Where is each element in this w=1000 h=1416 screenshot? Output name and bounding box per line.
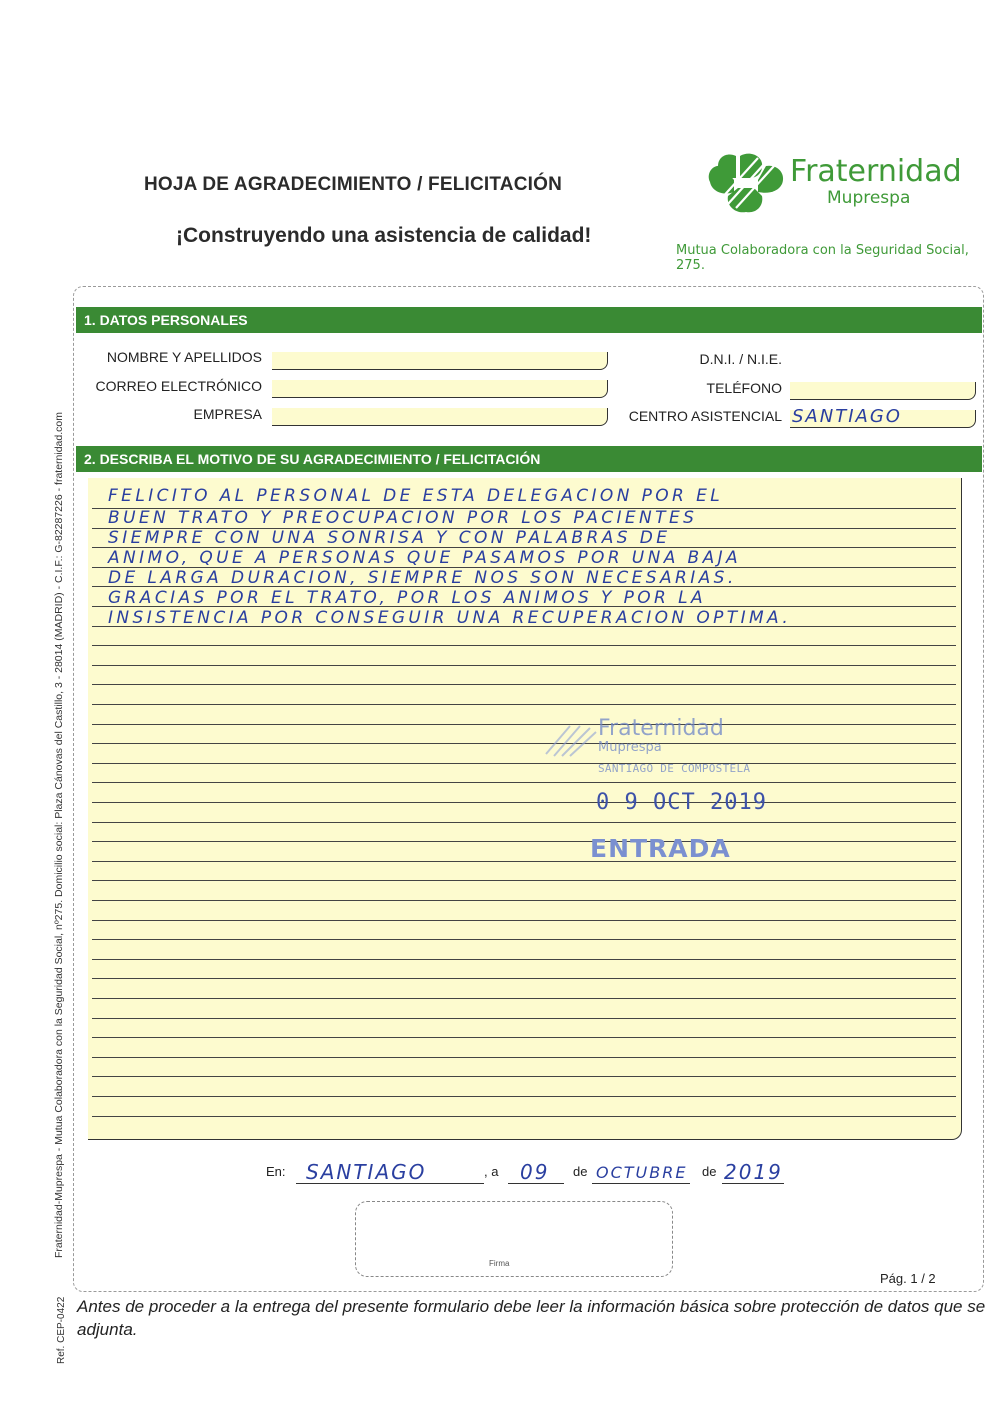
ruled-line — [92, 645, 956, 646]
ruled-line — [92, 802, 956, 803]
stamp-date: 0 9 OCT 2019 — [596, 790, 767, 815]
ruled-line — [92, 920, 956, 921]
stamp-city: SANTIAGO DE COMPOSTELA — [598, 762, 751, 775]
telefono-field[interactable] — [790, 382, 976, 400]
label-centro: CENTRO ASISTENCIAL — [628, 408, 782, 424]
stamp-logo-icon — [540, 722, 600, 758]
ruled-line — [92, 959, 956, 960]
day-field[interactable] — [508, 1160, 564, 1184]
label-a: , a — [484, 1164, 499, 1179]
ruled-line — [92, 1037, 956, 1038]
document-subtitle: ¡Construyendo una asistencia de calidad! — [176, 224, 592, 247]
handwritten-line: GRACIAS POR EL TRATO, POR LOS ANIMOS Y POR LA — [108, 588, 706, 608]
centro-field[interactable] — [790, 406, 976, 428]
label-nombre: NOMBRE Y APELLIDOS — [106, 349, 262, 365]
stamp-brand: Fraternidad — [598, 716, 724, 741]
month-field[interactable] — [592, 1163, 690, 1184]
ruled-line — [92, 861, 956, 862]
handwritten-line: FELICITO AL PERSONAL DE ESTA DELEGACION POR EL — [108, 486, 724, 506]
signature-box[interactable] — [355, 1201, 673, 1277]
ruled-line — [92, 763, 956, 764]
ruled-line — [92, 1057, 956, 1058]
ruled-line — [92, 841, 956, 842]
ruled-line — [92, 704, 956, 705]
label-en: En: — [266, 1164, 286, 1179]
handwritten-line: ANIMO, QUE A PERSONAS QUE PASAMOS POR UNA BAJA — [108, 548, 742, 568]
empresa-field[interactable] — [272, 408, 608, 426]
month-value: OCTUBRE — [596, 1163, 688, 1182]
ruled-line — [92, 978, 956, 979]
ruled-line — [92, 1096, 956, 1097]
ruled-line — [92, 900, 956, 901]
label-empresa: EMPRESA — [193, 406, 262, 422]
label-de-2: de — [702, 1164, 717, 1179]
brand-subname: Muprespa — [827, 188, 911, 208]
year-field[interactable] — [722, 1160, 784, 1184]
handwritten-line: SIEMPRE CON UNA SONRISA Y CON PALABRAS DE — [108, 528, 671, 548]
section-reason-header: 2. DESCRIBA EL MOTIVO DE SU AGRADECIMIENTO / FELICITACIÓN — [76, 446, 982, 472]
label-correo: CORREO ELECTRÓNICO — [95, 378, 262, 394]
year-value: 2019 — [724, 1160, 783, 1184]
stamp-subbrand: Muprespa — [598, 740, 662, 755]
ruled-line — [92, 665, 956, 666]
centro-value: SANTIAGO — [792, 406, 902, 427]
stamp-status: ENTRADA — [590, 834, 731, 863]
brand-name: Fraternidad — [790, 154, 962, 189]
section-personal-data-header: 1. DATOS PERSONALES — [76, 307, 982, 333]
ruled-line — [92, 724, 956, 725]
place-value: SANTIAGO — [306, 1160, 427, 1184]
ruled-line — [92, 998, 956, 999]
correo-field[interactable] — [272, 380, 608, 398]
place-field[interactable] — [296, 1160, 484, 1184]
ruled-line — [92, 782, 956, 783]
handwritten-line: DE LARGA DURACION, SIEMPRE NOS SON NECESARIAS. — [108, 568, 737, 588]
label-dni: D.N.I. / N.I.E. — [699, 351, 782, 367]
ruled-line — [92, 743, 956, 744]
signature-label: Firma — [489, 1259, 510, 1268]
day-value: 09 — [520, 1160, 550, 1184]
page-number: Pág. 1 / 2 — [880, 1271, 936, 1286]
handwritten-line: INSISTENCIA POR CONSEGUIR UNA RECUPERACION OPTIMA. — [108, 608, 792, 628]
reference-code: Ref. CEP-0422 — [56, 1296, 67, 1364]
ruled-line — [92, 1076, 956, 1077]
label-telefono: TELÉFONO — [706, 380, 782, 396]
ruled-line — [92, 1018, 956, 1019]
legal-side-text: Fraternidad-Muprespa - Mutua Colaboradora con la Seguridad Social, nº275. Domicilio social: Plaza Cánovas del Castillo, 3 - 28014 (MADRID) - C.I.F.: G-82287226 - fraternidad.com — [53, 412, 65, 1258]
fraternidad-logo-icon — [706, 152, 786, 214]
label-de-1: de — [573, 1164, 588, 1179]
ruled-line — [92, 822, 956, 823]
ruled-line — [92, 880, 956, 881]
brand-tagline: Mutua Colaboradora con la Seguridad Social, 275. — [676, 243, 969, 273]
ruled-line — [92, 684, 956, 685]
privacy-note: Antes de proceder a la entrega del presente formulario debe leer la información básica sobre protección de datos que se adjunta. — [77, 1297, 986, 1339]
ruled-line — [92, 939, 956, 940]
handwritten-line: BUEN TRATO Y PREOCUPACION POR LOS PACIENTES — [108, 508, 698, 528]
ruled-line — [92, 1116, 956, 1117]
nombre-field[interactable] — [272, 352, 608, 370]
document-title: HOJA DE AGRADECIMIENTO / FELICITACIÓN — [144, 174, 563, 195]
